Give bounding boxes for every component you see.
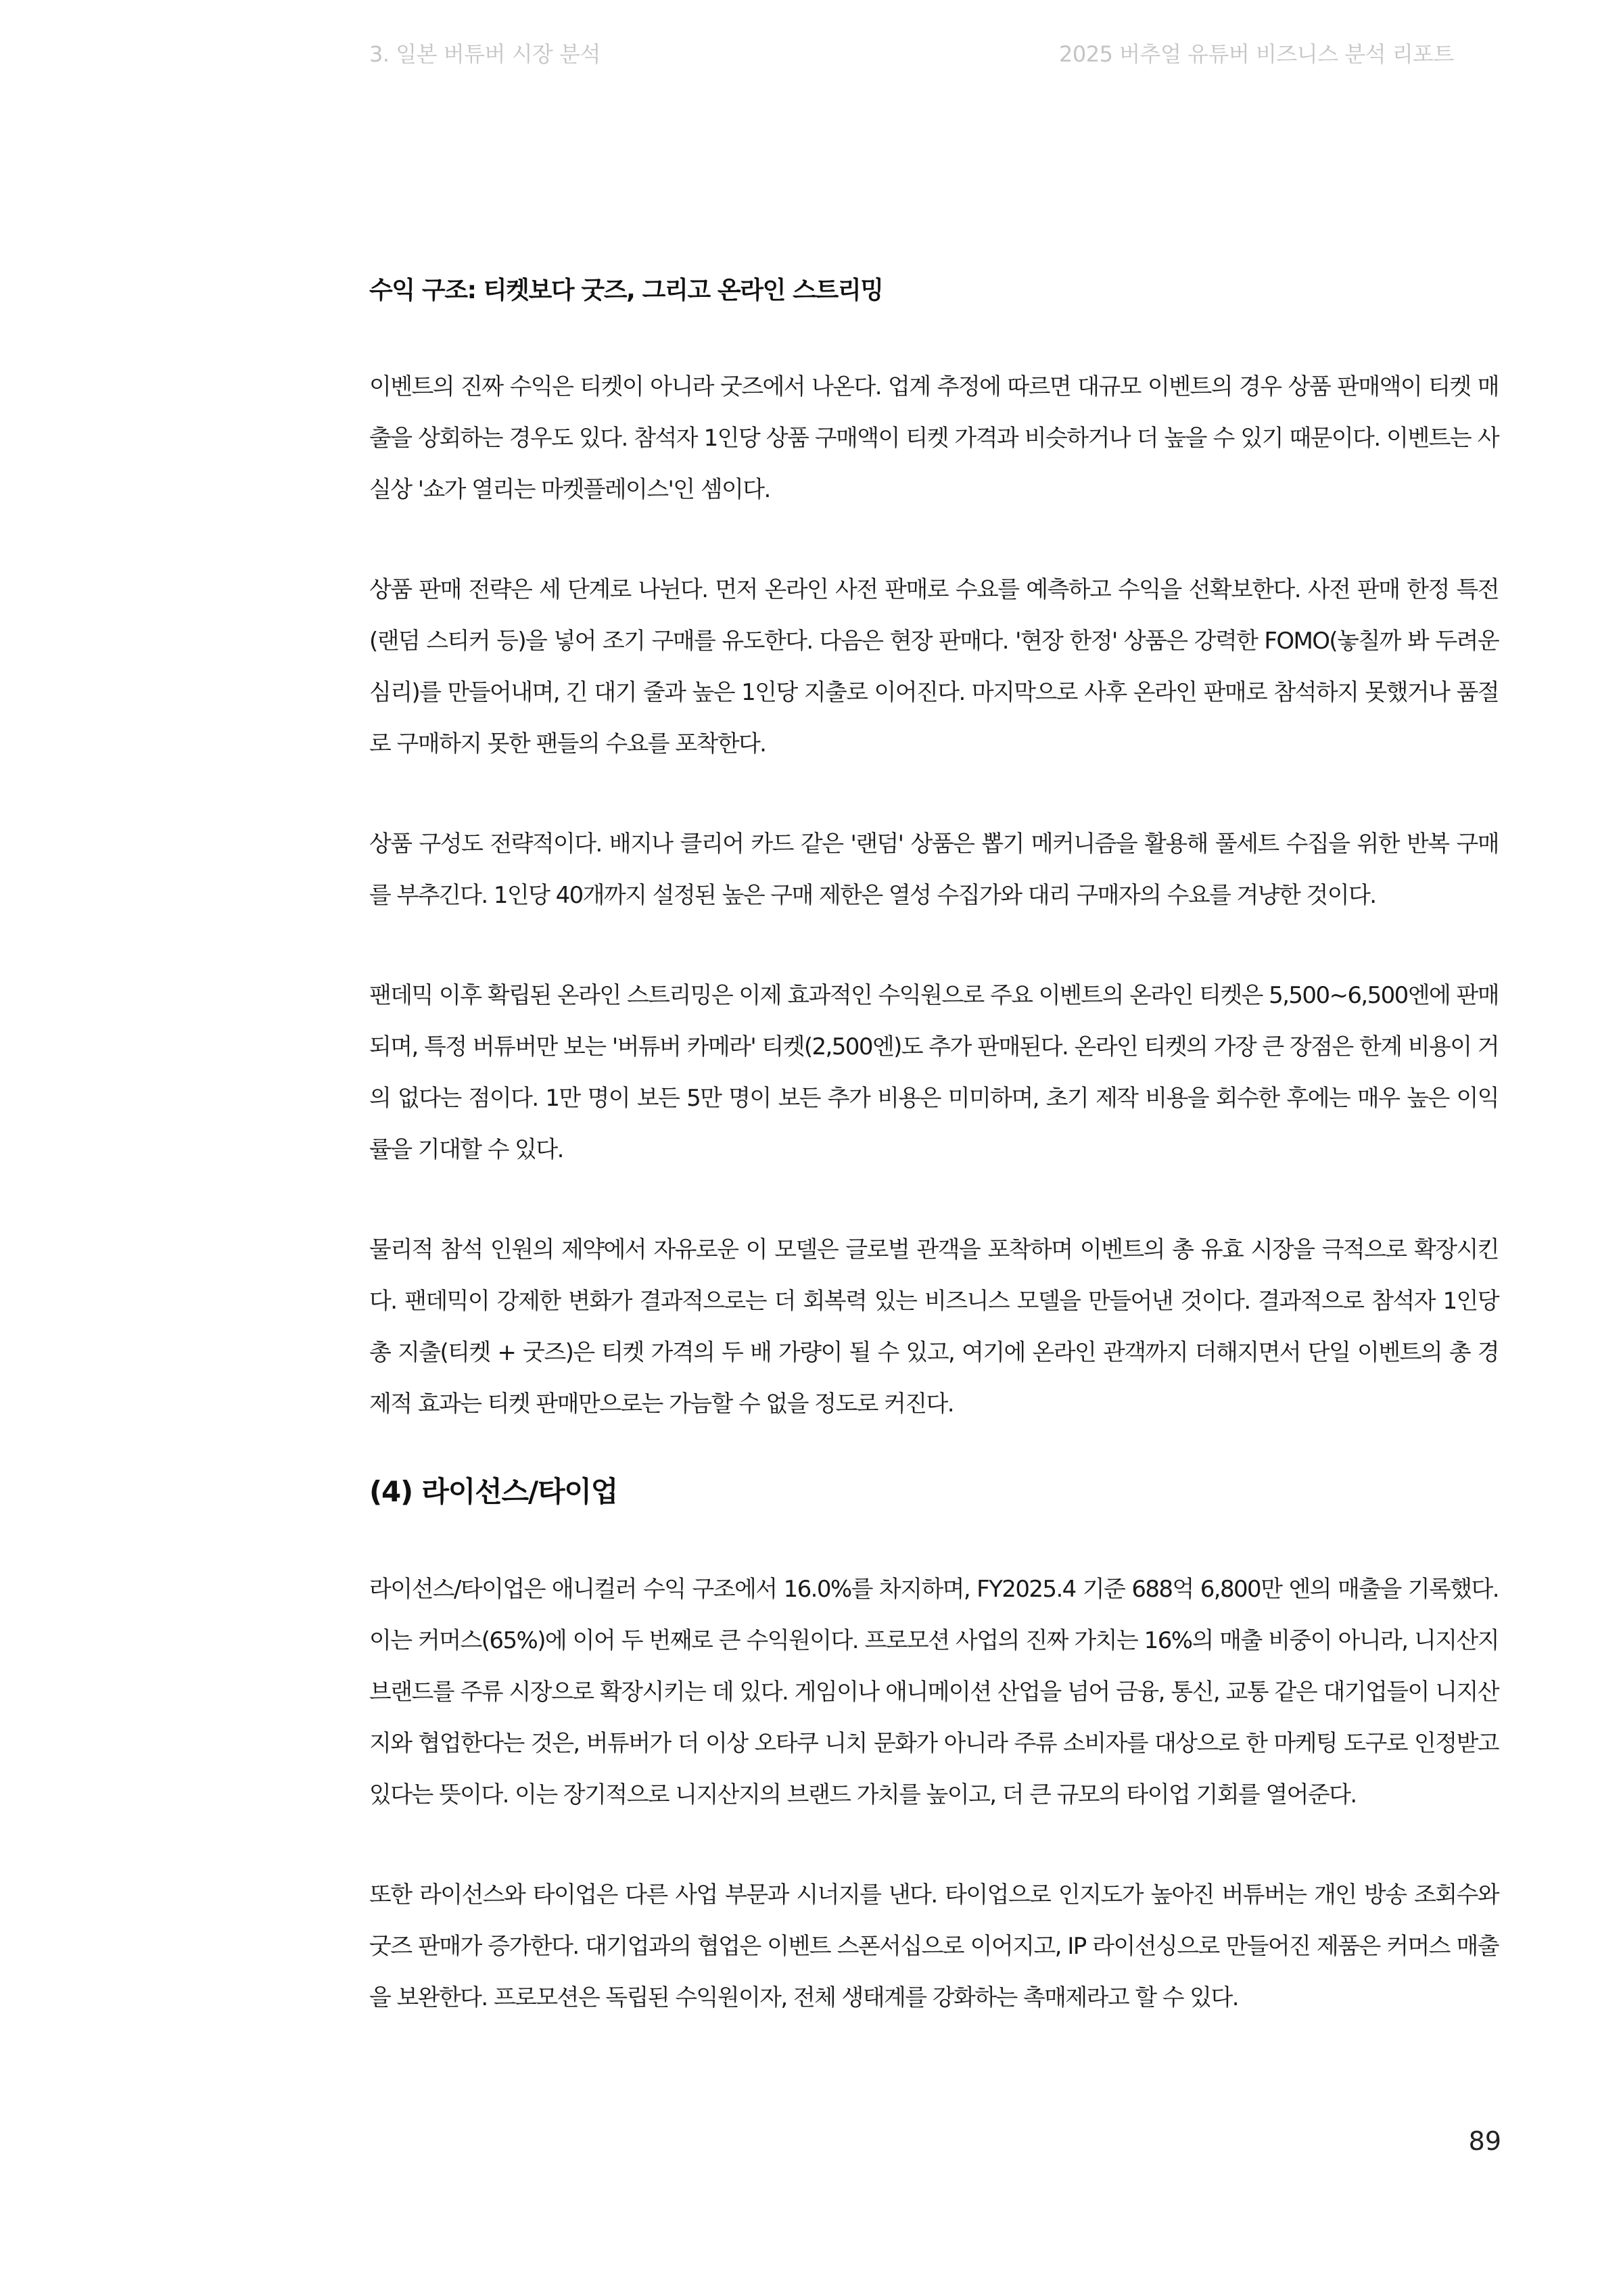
body-paragraph: 라이선스/타이업은 애니컬러 수익 구조에서 16.0%를 차지하며, FY2025.4 기준 688억 6,800만 엔의 매출을 기록했다. 이는 커머스(65%)에 이어 두 번째로 큰 수익원이다. 프로모션 사업의 진짜 가치는 16%의 매출 비중이 아니라, 니지산지 브랜드를 주류 시장으로 확장시키는 데 있다. 게임이나 애니메이션 산업을 넘어 금융, 통신, 교통 같은 대기업들이 니지산지와 협업한다는 것은, 버튜버가 더 이상 오타쿠 니치 문화가 아니라 주류 소비자를 대상으로 한 마케팅 도구로 인정받고 있다는 뜻이다. 이는 장기적으로 니지산지의 브랜드 가치를 높이고, 더 큰 규모의 타이업 기회를 열어준다.: [369, 1576, 1499, 1808]
section-title: (4) 라이선스/타이업: [369, 1475, 618, 1508]
chapter-label: 3. 일본 버튜버 시장 분석: [369, 41, 601, 67]
report-title: 2025 버추얼 유튜버 비즈니스 분석 리포트: [1059, 41, 1454, 67]
body-paragraph: 이벤트의 진짜 수익은 티켓이 아니라 굿즈에서 나온다. 업계 추정에 따르면 대규모 이벤트의 경우 상품 판매액이 티켓 매출을 상회하는 경우도 있다. 참석자 1인당 상품 구매액이 티켓 가격과 비슷하거나 더 높을 수 있기 때문이다. 이벤트는 사실상 '쇼가 열리는 마켓플레이스'인 셈이다.: [369, 373, 1499, 503]
body-paragraph: 팬데믹 이후 확립된 온라인 스트리밍은 이제 효과적인 수익원으로 주요 이벤트의 온라인 티켓은 5,500~6,500엔에 판매되며, 특정 버튜버만 보는 '버튜버 카메라' 티켓(2,500엔)도 추가 판매된다. 온라인 티켓의 가장 큰 장점은 한계 비용이 거의 없다는 점이다. 1만 명이 보든 5만 명이 보든 추가 비용은 미미하며, 초기 제작 비용을 회수한 후에는 매우 높은 이익률을 기대할 수 있다.: [369, 982, 1499, 1163]
page-number: 89: [1468, 2126, 1501, 2156]
page-body: [369, 271, 1499, 2023]
body-paragraph: 상품 판매 전략은 세 단계로 나뉜다. 먼저 온라인 사전 판매로 수요를 예측하고 수익을 선확보한다. 사전 판매 한정 특전(랜덤 스티커 등)을 넣어 조기 구매를 유도한다. 다음은 현장 판매다. '현장 한정' 상품은 강력한 FOMO(놓칠까 봐 두려운 심리)를 만들어내며, 긴 대기 줄과 높은 1인당 지출로 이어진다. 마지막으로 사후 온라인 판매로 참석하지 못했거나 품절로 구매하지 못한 팬들의 수요를 포착한다.: [369, 576, 1499, 757]
running-header: [369, 37, 1454, 69]
body-paragraph: 상품 구성도 전략적이다. 배지나 클리어 카드 같은 '랜덤' 상품은 뽑기 메커니즘을 활용해 풀세트 수집을 위한 반복 구매를 부추긴다. 1인당 40개까지 설정된 높은 구매 제한은 열성 수집가와 대리 구매자의 수요를 겨냥한 것이다.: [369, 830, 1499, 909]
body-paragraph: 물리적 참석 인원의 제약에서 자유로운 이 모델은 글로벌 관객을 포착하며 이벤트의 총 유효 시장을 극적으로 확장시킨다. 팬데믹이 강제한 변화가 결과적으로는 더 회복력 있는 비즈니스 모델을 만들어낸 것이다. 결과적으로 참석자 1인당 총 지출(티켓 + 굿즈)은 티켓 가격의 두 배 가량이 될 수 있고, 여기에 온라인 관객까지 더해지면서 단일 이벤트의 총 경제적 효과는 티켓 판매만으로는 가늠할 수 없을 정도로 커진다.: [369, 1236, 1499, 1418]
subsection-title: 수익 구조: 티켓보다 굿즈, 그리고 온라인 스트리밍: [369, 277, 883, 304]
body-paragraph: 또한 라이선스와 타이업은 다른 사업 부문과 시너지를 낸다. 타이업으로 인지도가 높아진 버튜버는 개인 방송 조회수와 굿즈 판매가 증가한다. 대기업과의 협업은 이벤트 스폰서십으로 이어지고, IP 라이선싱으로 만들어진 제품은 커머스 매출을 보완한다. 프로모션은 독립된 수익원이자, 전체 생태계를 강화하는 촉매제라고 할 수 있다.: [369, 1881, 1499, 2011]
